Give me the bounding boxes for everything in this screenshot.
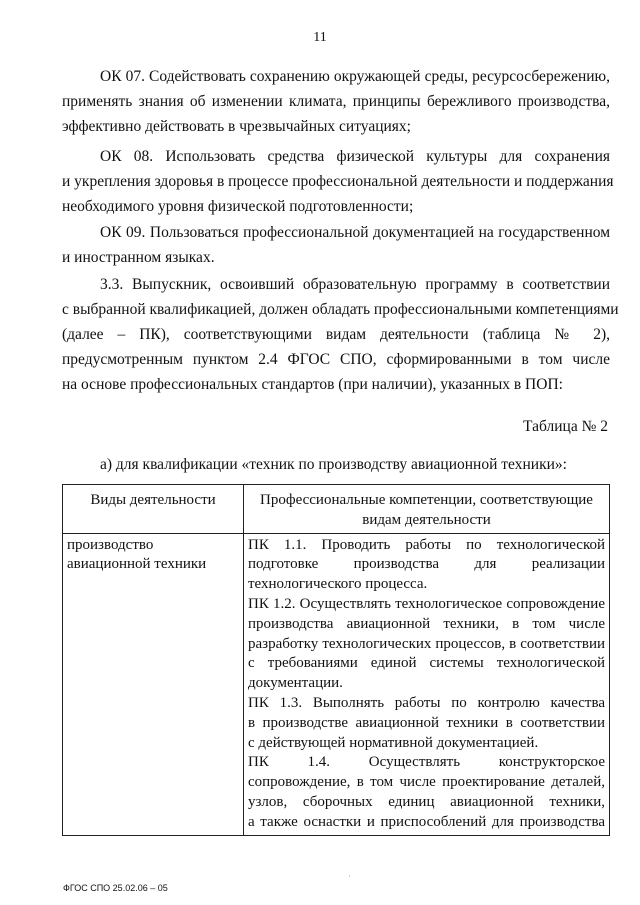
- paragraph-3-3: [62, 272, 619, 397]
- header-activities: Виды деятельности: [63, 485, 244, 534]
- table-title: а) для квалификации «техник по производству авиационной техники»:: [100, 456, 567, 473]
- footer-code: ФГОС СПО 25.02.06 – 05: [63, 883, 168, 893]
- pk-line: производства авиационной техники, в том числе: [248, 615, 605, 632]
- text-line: эффективно действовать в чрезвычайных ситуациях;: [62, 118, 411, 135]
- header-competencies: [244, 485, 610, 534]
- pk-1-2: [248, 595, 605, 694]
- text-line: (далее – ПК), соответствующими видам деятельности (таблица № 2),: [62, 326, 610, 343]
- pk-line: в производстве авиационной техники в соответствии: [248, 714, 605, 731]
- pk-line: сопровождение, в том числе проектирование деталей,: [248, 774, 605, 791]
- text-line: и укрепления здоровья в процессе профессиональной деятельности и поддержания: [62, 173, 614, 190]
- text-line: применять знания об изменении климата, принципы бережливого производства,: [62, 93, 610, 110]
- activity-cell: [63, 533, 244, 835]
- text-line: ОК 07. Содействовать сохранению окружающей среды, ресурсосбережению,: [100, 68, 610, 85]
- pk-line: ПК 1.1. Проводить работы по технологической: [248, 536, 605, 553]
- text-line: предусмотренным пунктом 2.4 ФГОС СПО, сформированными в том числе: [62, 351, 610, 368]
- competencies-cell: [244, 533, 610, 835]
- pk-line: узлов, сборочных единиц авиационной техники,: [248, 793, 605, 810]
- activity-line: авиационной техники: [67, 556, 207, 573]
- pk-line: ПК 1.2. Осуществлять технологическое сопровождение: [248, 595, 605, 612]
- header-line: Профессиональные компетенции, соответствующие: [260, 492, 593, 508]
- scan-mark: ·: [348, 872, 351, 881]
- pk-1-1: [248, 536, 605, 595]
- header-line: видам деятельности: [362, 511, 491, 528]
- text-line: на основе профессиональных стандартов (при наличии), указанных в ПОП:: [62, 376, 563, 393]
- text-line: 3.3. Выпускник, освоивший образовательную программу в соответствии: [100, 276, 610, 293]
- pk-line: документации.: [248, 675, 343, 692]
- pk-line: технологического процесса.: [248, 576, 428, 593]
- pk-line: с действующей нормативной документацией.: [248, 734, 539, 751]
- pk-line: а также оснастки и приспособлений для производства: [248, 813, 605, 830]
- paragraph-ok07: [62, 64, 610, 139]
- text-line: с выбранной квалификацией, должен обладать профессиональными компетенциями: [62, 301, 619, 318]
- pk-line: ПК 1.3. Выполнять работы по контролю качества: [248, 694, 605, 711]
- table-row: [63, 533, 610, 835]
- text-line: ОК 09. Пользоваться профессиональной документацией на государственном: [100, 224, 610, 241]
- competencies-table: [62, 484, 610, 836]
- pk-line: ПК 1.4. Осуществлять конструкторское: [248, 754, 605, 771]
- pk-1-3: [248, 694, 605, 753]
- pk-line: разработку технологических процессов, в соответствии: [248, 635, 605, 652]
- table-header-row: [63, 485, 610, 534]
- paragraph-ok09: [62, 220, 610, 270]
- text-line: и иностранном языках.: [62, 249, 215, 266]
- pk-1-4: [248, 753, 605, 832]
- activity-line: производство: [67, 536, 154, 553]
- page-number: 11: [313, 30, 327, 45]
- table-caption: Таблица № 2: [523, 418, 608, 435]
- text-line: ОК 08. Использовать средства физической культуры для сохранения: [100, 148, 610, 165]
- text-line: необходимого уровня физической подготовленности;: [62, 198, 414, 215]
- pk-line: подготовке производства для реализации: [248, 556, 605, 573]
- paragraph-ok08: [62, 144, 614, 219]
- pk-line: с требованиями единой системы технологической: [248, 655, 605, 672]
